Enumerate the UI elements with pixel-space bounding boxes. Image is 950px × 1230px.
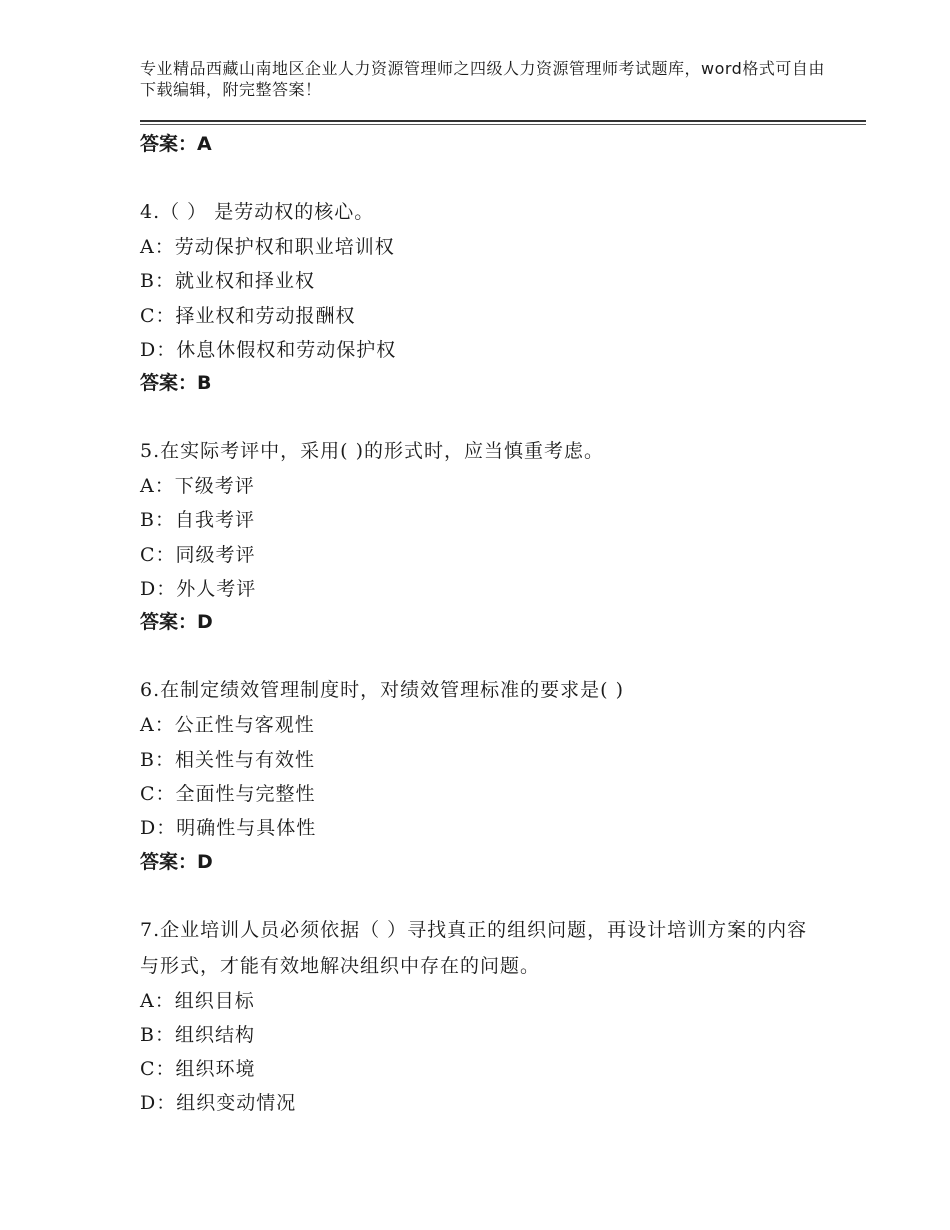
page-header [140,58,830,100]
option-d: D：外人考评 [140,578,257,601]
option-b: B：组织结构 [140,1023,255,1046]
question-title: 6.在制定绩效管理制度时，对绩效管理标准的要求是( ) [140,679,624,702]
question-7 [140,912,820,1121]
option-b: B：就业权和择业权 [140,270,315,293]
answer-label: 答案：A [140,133,212,155]
header-text: 专业精品西藏山南地区企业人力资源管理师之四级人力资源管理师考试题库，word格式可自由下载编辑，附完整答案！ [140,59,825,99]
option-d: D：休息休假权和劳动保护权 [140,338,397,361]
header-divider-thin [140,124,866,125]
question-4 [140,194,820,399]
question-6 [140,672,820,877]
answer-label: 答案：D [140,850,213,873]
question-title: 7.企业培训人员必须依据（ ）寻找真正的组织问题，再设计培训方案的内容与形式，才能有效地解决组织中存在的问题。 [140,918,808,977]
answer-label: 答案：B [140,372,212,395]
header-divider-thick [140,120,866,122]
option-b: B：自我考评 [140,509,255,532]
option-b: B：相关性与有效性 [140,748,315,771]
option-c: C：组织环境 [140,1058,256,1081]
question-5 [140,433,820,638]
option-d: D：明确性与具体性 [140,817,317,840]
option-c: C：全面性与完整性 [140,782,316,805]
option-a: A：下级考评 [140,475,255,498]
answer-label: 答案：D [140,611,213,634]
question-title: 5.在实际考评中，采用( )的形式时，应当慎重考虑。 [140,440,604,463]
option-d: D：组织变动情况 [140,1092,297,1115]
option-c: C：同级考评 [140,543,256,566]
option-a: A：组织目标 [140,989,255,1012]
question-list [140,128,820,1121]
question-title: 4.（ ） 是劳动权的核心。 [140,201,375,223]
option-a: A：公正性与客观性 [140,714,315,737]
option-c: C：择业权和劳动报酬权 [140,304,356,327]
option-a: A：劳动保护权和职业培训权 [140,236,395,258]
